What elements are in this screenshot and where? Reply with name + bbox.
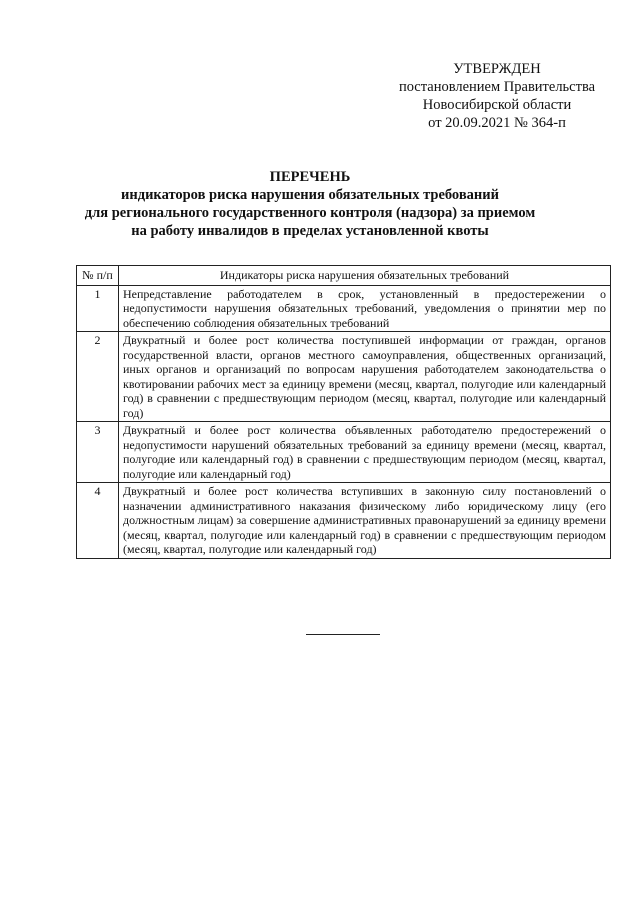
table-header-row — [77, 266, 611, 286]
table-body — [77, 285, 611, 558]
table-row — [77, 422, 611, 483]
row-indicator-text: Двукратный и более рост количества объявленных работодателю предостережений о недопустимости нарушений обязательных требований за единицу времени (месяц, квартал, полугодие или календарный год) в сравнении с предшествующим периодом (месяц, квартал, полугодие или календарный год) — [119, 422, 611, 483]
end-of-document-rule — [306, 634, 380, 635]
table-header — [77, 266, 611, 286]
indicators-table — [76, 265, 611, 559]
row-indicator-text: Непредставление работодателем в срок, установленный в предостережении о недопустимости нарушения обязательных требований, уведомления о принятии мер по обеспечению соблюдения обязательных требований — [119, 285, 611, 332]
row-number: 2 — [77, 332, 119, 422]
row-number: 4 — [77, 483, 119, 559]
table-row — [77, 332, 611, 422]
table-row — [77, 285, 611, 332]
document-title — [60, 168, 560, 240]
column-header-number: № п/п — [77, 266, 119, 286]
column-header-indicators: Индикаторы риска нарушения обязательных требований — [119, 266, 611, 286]
approval-heading: УТВЕРЖДЕН — [453, 61, 541, 77]
row-number: 1 — [77, 285, 119, 332]
table-row — [77, 483, 611, 559]
row-indicator-text: Двукратный и более рост количества поступившей информации от граждан, органов государственной власти, органов местного самоуправления, общественных организаций, иных органов и организаций по вопросам нарушения работодателем законодательства о квотировании рабочих мест за единицу времени (месяц, квартал, полугодие или календарный год) в сравнении с предшествующим периодом (месяц, квартал, полугодие или календарный год) — [119, 332, 611, 422]
title-subtitle-2: для регионального государственного контроля (надзора) за приемом — [84, 205, 536, 221]
approval-resolution: постановлением Правительства — [398, 79, 596, 95]
title-main: ПЕРЕЧЕНЬ — [269, 169, 351, 185]
row-number: 3 — [77, 422, 119, 483]
title-subtitle-3: на работу инвалидов в пределах установленной квоты — [131, 223, 489, 239]
title-subtitle-1: индикаторов риска нарушения обязательных требований — [121, 187, 499, 203]
approval-region: Новосибирской области — [422, 97, 572, 113]
approval-date-number: от 20.09.2021 № 364-п — [428, 115, 566, 131]
row-indicator-text: Двукратный и более рост количества вступивших в законную силу постановлений о назначении административного наказания физическому либо юридическому лицу (его должностным лицам) за совершение административных правонарушений за единицу времени (месяц, квартал, полугодие или календарный год) в сравнении с предшествующим периодом (месяц, квартал, полугодие или календарный год) — [119, 483, 611, 559]
approval-stamp — [390, 60, 604, 132]
